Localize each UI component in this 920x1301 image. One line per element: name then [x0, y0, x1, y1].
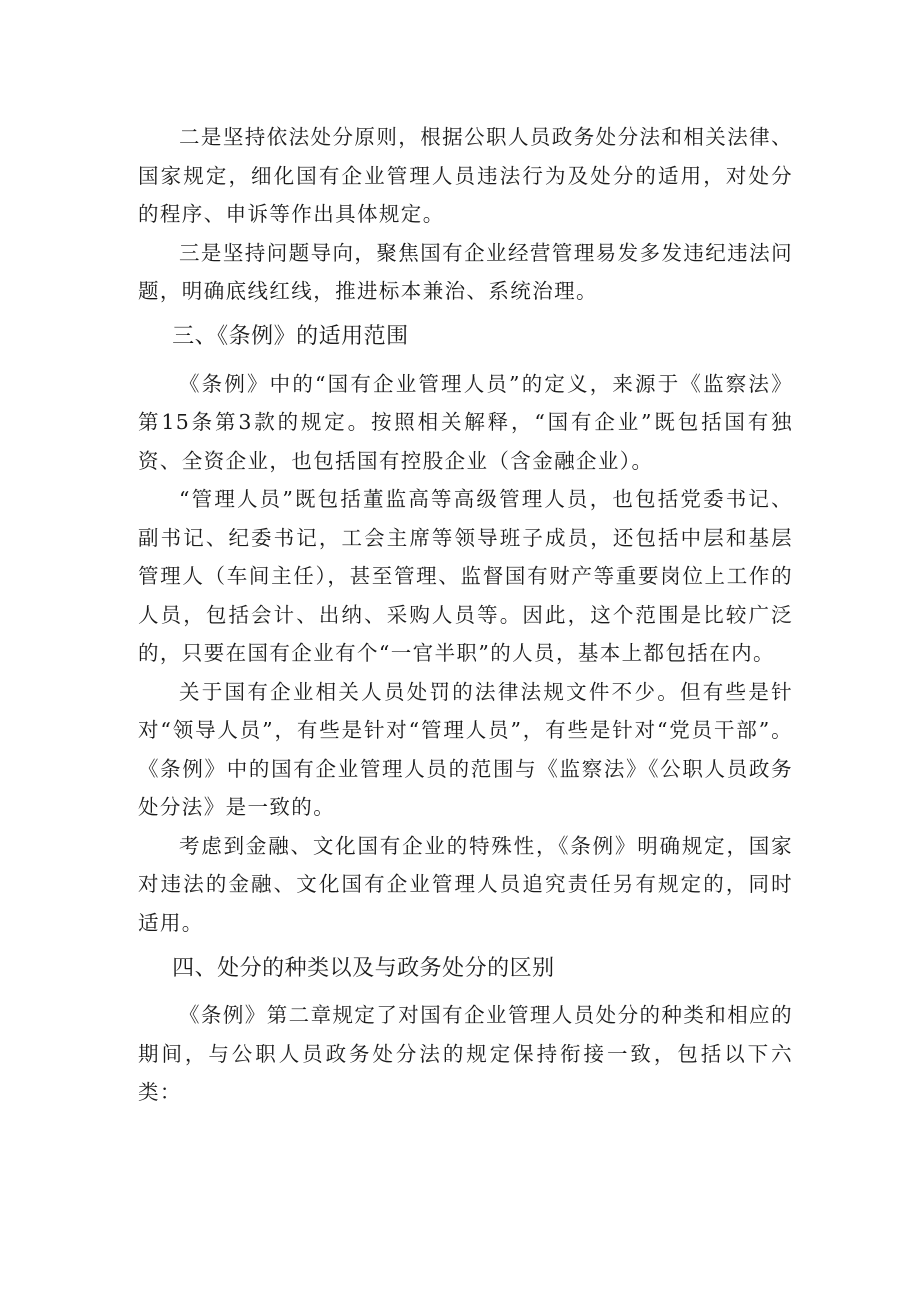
paragraph-scope-definition: 《条例》中的“国有企业管理人员”的定义，来源于《监察法》第15条第3款的规定。按照相关解释，“国有企业”既包括国有独资、全资企业，也包括国有控股企业（含金融企业）。 [138, 371, 793, 473]
document-body [138, 118, 793, 1112]
paragraph-scope-laws: 关于国有企业相关人员处罚的法律法规文件不少。但有些是针对“领导人员”，有些是针对“管理人员”，有些是针对“党员干部”。《条例》中的国有企业管理人员的范围与《监察法》《公职人员政务处分法》是一致的。 [138, 679, 793, 819]
paragraph-principle-2: 二是坚持依法处分原则，根据公职人员政务处分法和相关法律、国家规定，细化国有企业管理人员违法行为及处分的适用，对处分的程序、申诉等作出具体规定。 [138, 125, 793, 226]
section-4-heading: 四、处分的种类以及与政务处分的区别 [172, 955, 555, 981]
paragraph-punishment-types: 《条例》第二章规定了对国有企业管理人员处分的种类和相应的期间，与公职人员政务处分法的规定保持衔接一致，包括以下六类： [138, 1003, 793, 1104]
paragraph-scope-special: 考虑到金融、文化国有企业的特殊性，《条例》明确规定，国家对违法的金融、文化国有企业管理人员追究责任另有规定的，同时适用。 [138, 833, 793, 935]
section-3-heading: 三、《条例》的适用范围 [172, 324, 409, 350]
paragraph-principle-3: 三是坚持问题导向，聚焦国有企业经营管理易发多发违纪违法问题，明确底线红线，推进标本兼治、系统治理。 [138, 240, 793, 303]
paragraph-scope-managers: “管理人员”既包括董监高等高级管理人员，也包括党委书记、副书记、纪委书记，工会主席等领导班子成员，还包括中层和基层管理人（车间主任），甚至管理、监督国有财产等重要岗位上工作的人员，包括会计、出纳、采购人员等。因此，这个范围是比较广泛的，只要在国有企业有个“一官半职”的人员，基本上都包括在内。 [138, 487, 793, 665]
